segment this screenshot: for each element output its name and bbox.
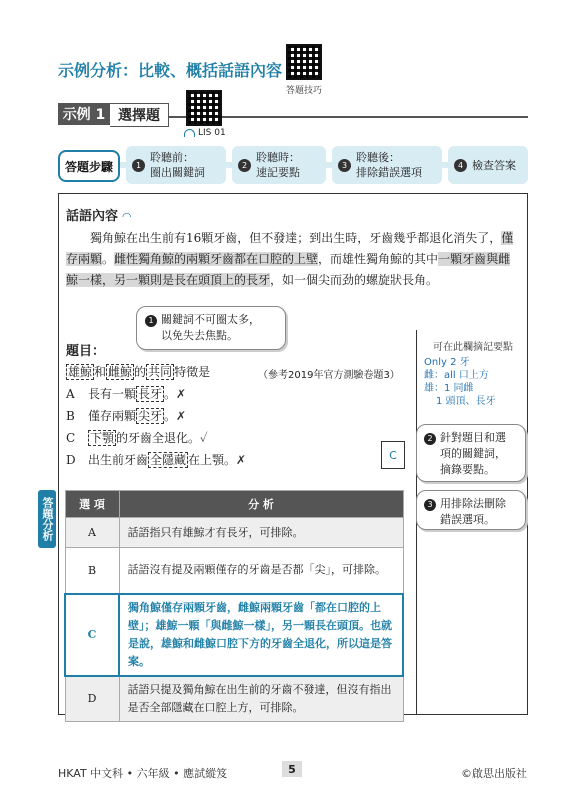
option-letter: C bbox=[66, 431, 76, 445]
note-line: 雌：all 口上方 bbox=[424, 370, 489, 381]
step-number: 4 bbox=[454, 159, 467, 172]
page-number: 5 bbox=[282, 761, 302, 777]
callout-text: 摘錄要點。 bbox=[440, 463, 495, 476]
callout-text: 用排除法刪除 bbox=[440, 497, 506, 510]
row-option: C bbox=[65, 594, 119, 676]
step-line1: 檢查答案 bbox=[472, 158, 516, 172]
option-text: 。 bbox=[164, 387, 177, 401]
cross-icon: ✗ bbox=[236, 453, 247, 467]
table-row bbox=[65, 518, 403, 548]
option-key: 長牙 bbox=[138, 387, 163, 401]
passage-highlight: 雌性獨角鯨的兩顆牙齒都在口腔的上壁 bbox=[114, 252, 319, 266]
qr-caption: 答題技巧 bbox=[285, 86, 322, 96]
example-label: 示例 1 bbox=[58, 103, 110, 125]
option-text: 僅存兩顆 bbox=[88, 409, 137, 423]
callout-text: 項的關鍵詞， bbox=[440, 447, 506, 460]
stem-text: 和 bbox=[94, 365, 107, 379]
stem-key: 雄鯨 bbox=[68, 365, 93, 379]
question-title: 題目： bbox=[66, 344, 106, 359]
option-text: 長有一顆 bbox=[88, 387, 137, 401]
headphone-icon bbox=[184, 129, 195, 137]
passage-highlight: 僅存兩顆 bbox=[66, 231, 514, 266]
step-number: 2 bbox=[238, 159, 251, 172]
note-line: Only 2 牙 bbox=[424, 357, 470, 368]
audio-qr-icon[interactable] bbox=[186, 90, 222, 126]
option-b[interactable] bbox=[66, 406, 186, 426]
analysis-table bbox=[64, 490, 404, 722]
step-line1: 聆聽後： bbox=[356, 151, 400, 164]
note-line: 雄：1 同雌 bbox=[424, 383, 474, 394]
question-reference: （參考2019年官方測驗卷題3） bbox=[258, 370, 400, 381]
callout-3 bbox=[416, 490, 526, 530]
row-analysis: 話語沒有提及兩顆僅存的牙齒是否都「尖」，可排除。 bbox=[119, 548, 403, 594]
notes-handwriting bbox=[424, 356, 524, 408]
audio-code-text: LIS 01 bbox=[198, 128, 226, 138]
stem-text: 的 bbox=[134, 365, 147, 379]
callout-number: 3 bbox=[424, 499, 436, 511]
step-number: 1 bbox=[132, 159, 145, 172]
callout-text: 以免失去焦點。 bbox=[161, 329, 238, 342]
passage-seg: ，而雄性獨角鯨的其中 bbox=[318, 252, 439, 266]
audio-code bbox=[184, 128, 226, 138]
passage-title-text: 話語內容 bbox=[66, 209, 119, 224]
step-number: 3 bbox=[338, 159, 351, 172]
callout-2 bbox=[416, 424, 526, 482]
steps-heading: 答題步驟 bbox=[58, 150, 120, 182]
notes-title: 可在此欄摘記要點 bbox=[433, 342, 513, 353]
step-3 bbox=[332, 146, 442, 184]
row-option: A bbox=[65, 518, 119, 548]
option-d[interactable] bbox=[66, 450, 246, 470]
row-analysis: 話語只提及獨角鯨在出生前的牙齒不發達，但沒有指出是否全部隱藏在口腔上方，可排除。 bbox=[119, 676, 403, 722]
stem-text: 特徵是 bbox=[174, 365, 211, 379]
analysis-side-tab: 答題分析 bbox=[38, 490, 56, 548]
note-line: 1 頭頂、長牙 bbox=[436, 396, 496, 407]
step-line1: 聆聽前： bbox=[150, 151, 194, 164]
page-title: 示例分析：比較、概括話語內容 bbox=[58, 61, 283, 80]
step-line2: 圈出關鍵詞 bbox=[150, 166, 205, 179]
option-key: 全隱藏 bbox=[150, 453, 187, 467]
column-header-option: 選 項 bbox=[65, 491, 119, 518]
step-line1: 聆聽時： bbox=[256, 151, 300, 164]
column-header-analysis: 分 析 bbox=[119, 491, 403, 518]
footer-right: ©啟思出版社 bbox=[461, 767, 527, 780]
option-text: 。 bbox=[164, 409, 177, 423]
step-line2: 排除錯誤選項 bbox=[356, 166, 422, 179]
row-analysis: 話語指只有雄鯨才有長牙，可排除。 bbox=[119, 518, 403, 548]
callout-text: 針對題目和選 bbox=[440, 431, 506, 444]
callout-text: 關鍵詞不可圈太多， bbox=[161, 313, 260, 326]
step-4 bbox=[448, 146, 528, 184]
row-option: B bbox=[65, 548, 119, 594]
passage-seg: 獨角鯨在出生前有16顆牙齒，但不發達；到出生時，牙齒幾乎都退化消失了， bbox=[90, 231, 502, 245]
stem-key: 共同 bbox=[148, 365, 173, 379]
cross-icon: ✗ bbox=[176, 387, 187, 401]
option-key: 下顎 bbox=[90, 431, 115, 445]
step-line2: 速記要點 bbox=[256, 166, 300, 179]
callout-1 bbox=[136, 306, 286, 350]
footer-left: HKAT 中文科 • 六年級 • 應試縱笈 bbox=[58, 767, 228, 780]
passage-text bbox=[66, 228, 518, 291]
row-analysis: 獨角鯨僅存兩顆牙齒，雌鯨兩顆牙齒「都在口腔的上壁」；雄鯨一顆「與雌鯨一樣」，另一顆長在頭頂。也就是說，雄鯨和雌鯨口腔下方的牙齒全退化，所以這是答案。 bbox=[119, 594, 403, 676]
option-letter: D bbox=[66, 453, 76, 467]
cross-icon: ✗ bbox=[176, 409, 187, 423]
table-row bbox=[65, 676, 403, 722]
audio-wave-icon: ◜◝ bbox=[122, 210, 132, 223]
stem-key: 雌鯨 bbox=[108, 365, 133, 379]
divider-line bbox=[168, 116, 528, 118]
row-option: D bbox=[65, 676, 119, 722]
passage-highlight: 一顆牙齒與雌鯨一樣，另一顆則是長在頭頂上的長牙 bbox=[66, 252, 511, 287]
step-2 bbox=[232, 146, 326, 184]
passage-seg: 。 bbox=[102, 252, 115, 266]
option-letter: B bbox=[66, 409, 75, 423]
option-text: 出生前牙齒 bbox=[88, 453, 149, 467]
callout-number: 1 bbox=[145, 315, 157, 327]
option-key: 尖牙 bbox=[138, 409, 163, 423]
table-row bbox=[65, 548, 403, 594]
answer-box[interactable]: C bbox=[381, 441, 405, 469]
option-c[interactable] bbox=[66, 428, 208, 448]
option-text: 的牙齒全退化。 bbox=[116, 431, 201, 445]
passage-title bbox=[66, 205, 131, 224]
callout-text: 錯誤選項。 bbox=[440, 513, 495, 526]
step-1 bbox=[126, 146, 226, 184]
option-letter: A bbox=[66, 387, 75, 401]
example-type: 選擇題 bbox=[110, 103, 169, 127]
option-a[interactable] bbox=[66, 384, 186, 404]
check-icon: ✓ bbox=[200, 431, 208, 445]
callout-number: 2 bbox=[424, 433, 436, 445]
qr-code-icon[interactable] bbox=[286, 44, 322, 80]
option-text: 在上顎。 bbox=[188, 453, 237, 467]
question-stem bbox=[66, 362, 210, 382]
table-row-answer bbox=[65, 594, 403, 676]
passage-seg: ，如一個尖而劲的螺旋狀長角。 bbox=[270, 273, 439, 287]
